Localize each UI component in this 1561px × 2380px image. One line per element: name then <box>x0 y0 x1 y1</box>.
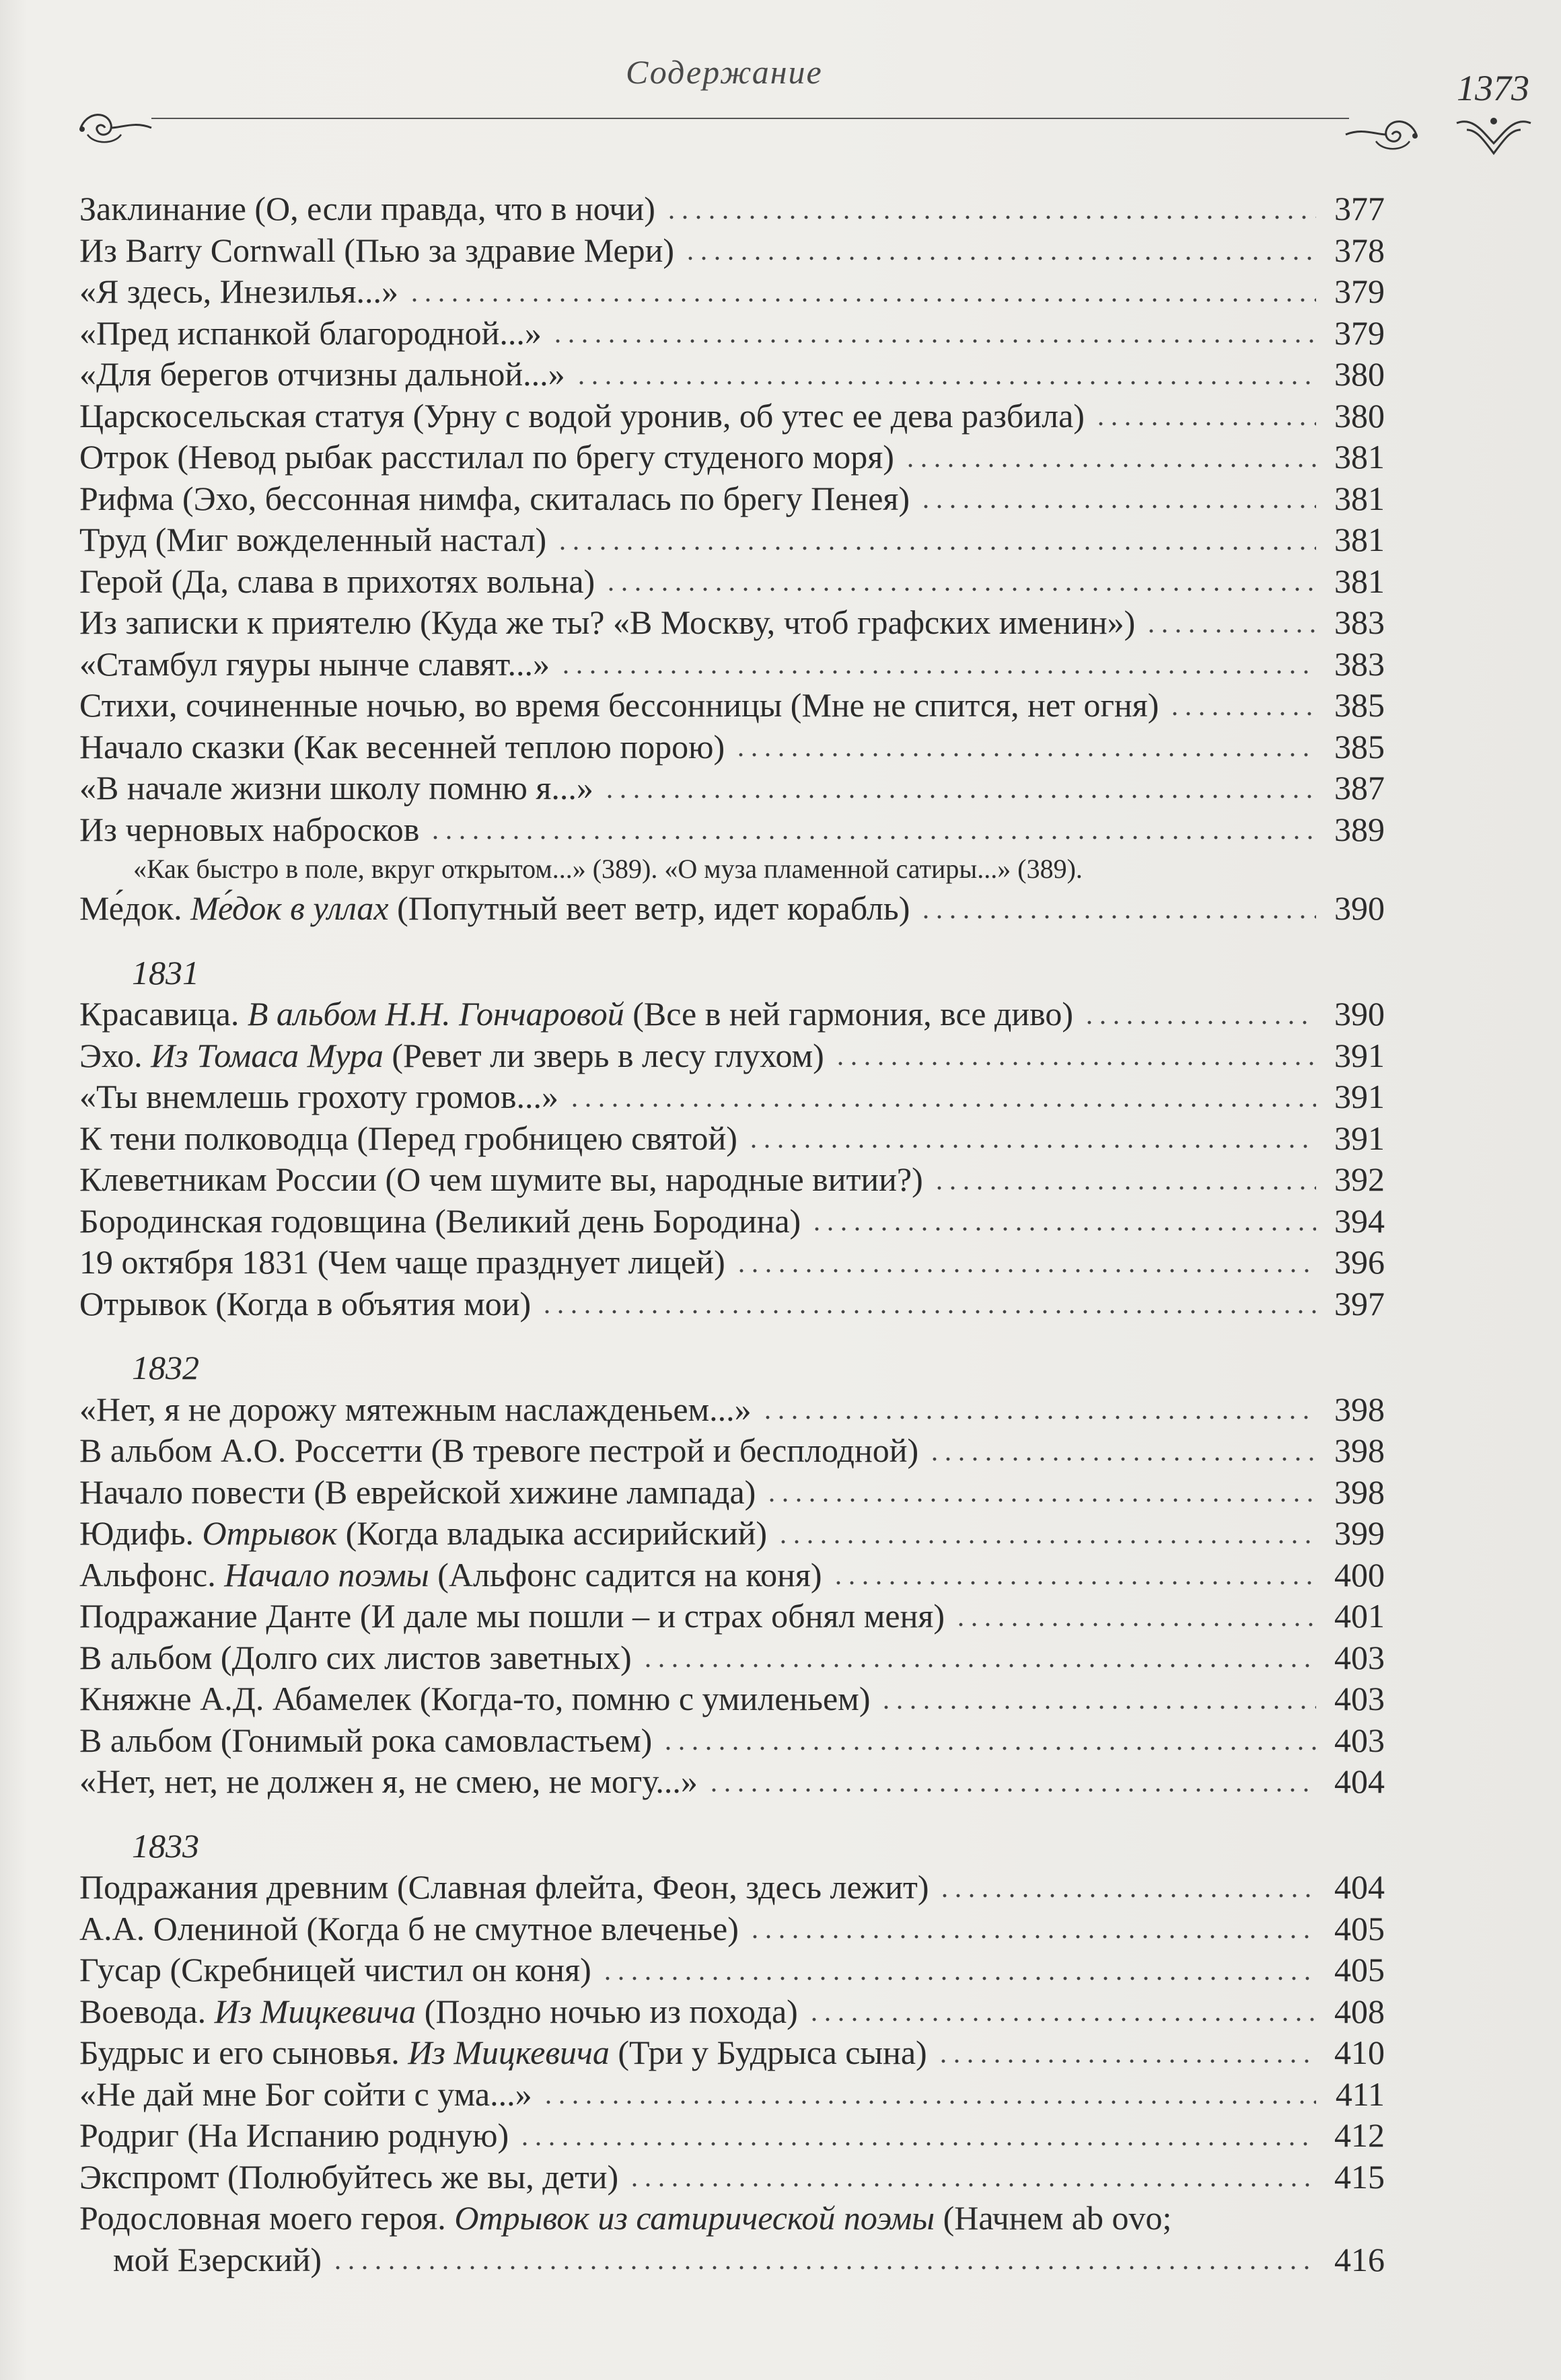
entry-title-text: Родриг (На Испанию родную) <box>79 2116 509 2154</box>
entry-title <box>79 602 1135 644</box>
entry-title-text: Отрывок (Когда в объятия мои) <box>79 1284 532 1323</box>
entry-title <box>79 1201 801 1242</box>
dot-leader <box>954 1621 1316 1628</box>
toc-entry[interactable] <box>79 768 1385 809</box>
entry-page-number: 390 <box>1334 889 1385 927</box>
toc-entry[interactable] <box>79 602 1385 644</box>
entry-page-number: 403 <box>1334 1721 1385 1759</box>
entry-page-number: 380 <box>1334 355 1385 393</box>
entry-title-text: Гусар (Скребницей чистил он коня) <box>79 1951 591 1988</box>
entry-title-text: В альбом А.О. Россетти (В тревоге пестрой и бесплодной) <box>79 1431 919 1469</box>
entry-title <box>79 354 565 396</box>
dot-leader <box>919 503 1316 510</box>
toc-entry[interactable] <box>79 313 1385 355</box>
entry-title <box>79 2157 618 2198</box>
toc-entry[interactable] <box>79 2074 1385 2116</box>
entry-title <box>79 271 398 313</box>
entry-page-number: 383 <box>1334 603 1385 641</box>
dot-leader <box>937 2058 1316 2065</box>
entry-page-number: 416 <box>1334 2240 1385 2278</box>
entry-title-text: В альбом (Гонимый рока самовластьем) <box>79 1721 653 1759</box>
entry-title <box>79 1284 531 1325</box>
toc-entry[interactable] <box>79 1389 1385 1431</box>
toc-entry[interactable] <box>79 2032 1385 2074</box>
entry-page-number: 381 <box>1334 479 1385 517</box>
entry-page-number: 404 <box>1334 1868 1385 1906</box>
entry-subtitle-italic: Из Мицкевича <box>214 1992 416 2030</box>
entry-page-number: 404 <box>1334 1762 1385 1800</box>
entry-title <box>79 1430 918 1472</box>
entry-first-line: (Попутный веет ветр, идет корабль) <box>388 889 910 927</box>
entry-first-line: (Начнем ab ovo; <box>935 2199 1172 2237</box>
entry-title <box>79 1242 725 1284</box>
entry-title <box>79 313 542 355</box>
dot-leader <box>331 2264 1316 2271</box>
dot-leader <box>735 1267 1316 1274</box>
dot-leader <box>603 793 1316 800</box>
dot-leader <box>604 586 1316 593</box>
entry-title <box>79 1118 737 1160</box>
entry-title <box>79 644 550 685</box>
dot-leader <box>628 2182 1316 2188</box>
entry-title <box>79 1678 870 1720</box>
entry-first-line: (Три у Будрыса сына) <box>609 2034 927 2071</box>
dot-leader <box>665 214 1316 221</box>
entry-page-number: 389 <box>1334 810 1385 848</box>
scroll-ornament-right-icon <box>1342 114 1423 155</box>
entry-title-text: Подражания древним (Славная флейта, Феон, здесь лежит) <box>79 1868 929 1906</box>
entry-title-text: Из черновых набросков <box>79 810 420 848</box>
entry-page-number: 396 <box>1334 1243 1385 1281</box>
entry-title-text: Ме́док. <box>79 889 191 927</box>
entry-page-number: 415 <box>1334 2157 1385 2196</box>
entry-page-number: 385 <box>1334 727 1385 766</box>
entry-page-number: 391 <box>1334 1036 1385 1074</box>
entry-title-text: Заклинание (О, если правда, что в ночи) <box>79 190 655 227</box>
dot-leader <box>408 297 1316 303</box>
entry-title <box>79 2115 509 2157</box>
entry-title-text: «В начале жизни школу помню я...» <box>79 769 593 807</box>
dot-leader <box>1145 628 1316 634</box>
page-number: 1373 <box>1457 68 1529 108</box>
dot-leader <box>776 1538 1316 1545</box>
entry-title-text: Бородинская годовщина (Великий день Бородина) <box>79 1201 801 1240</box>
entry-title-text: Родословная моего героя. <box>79 2199 455 2237</box>
toc-entry[interactable] <box>79 1555 1385 1596</box>
entry-title-text: 19 октября 1831 (Чем чаще празднует лицей) <box>79 1243 725 1281</box>
entry-subtitle-italic: Ме́док в уллах <box>190 889 389 927</box>
entry-title-text: «Пред испанкой благородной...» <box>79 313 542 352</box>
toc-entry[interactable] <box>79 727 1385 768</box>
toc-entry[interactable] <box>79 561 1385 603</box>
entry-subtitle-italic: В альбом Н.Н. Гончаровой <box>247 995 624 1033</box>
entry-title-text: Экспромт (Полюбуйтесь же вы, дети) <box>79 2157 619 2196</box>
entry-title-text: Подражание Данте (И дале мы пошли – и страх обнял меня) <box>79 1597 945 1635</box>
dot-leader <box>575 379 1316 386</box>
entry-title-text: Клеветникам России (О чем шумите вы, народные витии?) <box>79 1160 923 1198</box>
dot-leader <box>556 545 1316 552</box>
entry-title <box>79 478 910 520</box>
dot-leader <box>904 462 1316 469</box>
toc-entry[interactable] <box>79 1242 1385 1284</box>
dot-leader <box>761 1414 1316 1421</box>
entry-page-number: 401 <box>1334 1597 1385 1635</box>
toc-entry[interactable] <box>79 1513 1385 1555</box>
toc-entry[interactable] <box>79 809 1385 851</box>
dot-leader <box>542 2099 1316 2106</box>
entry-subtitle-italic: Отрывок <box>202 1514 338 1552</box>
dot-leader <box>1094 420 1316 427</box>
entry-title-text: «Для берегов отчизны дальной...» <box>79 355 565 393</box>
entry-title <box>79 994 1073 1035</box>
entry-page-number: 381 <box>1334 438 1385 476</box>
toc-entry[interactable] <box>79 994 1385 1035</box>
toc-entry[interactable] <box>79 1949 1385 1991</box>
entry-title <box>79 1472 756 1514</box>
entry-title <box>79 1596 945 1637</box>
dot-leader <box>661 1745 1316 1752</box>
entry-title-text: Царскосельская статуя (Урну с водой уронив, об утес ее дева разбила) <box>79 396 1085 435</box>
entry-page-number: 390 <box>1334 995 1385 1033</box>
entry-page-number: 398 <box>1334 1431 1385 1469</box>
toc-entry[interactable] <box>79 1761 1385 1803</box>
entry-page-number: 411 <box>1335 2075 1385 2113</box>
entry-title <box>79 727 725 768</box>
entry-title <box>79 1159 923 1201</box>
entry-page-number: 381 <box>1334 562 1385 600</box>
toc-entry[interactable] <box>79 1867 1385 1908</box>
dot-leader <box>429 834 1316 841</box>
entry-page-number: 379 <box>1334 272 1385 310</box>
entry-title-text: Княжне А.Д. Абамелек (Когда-то, помню с умиленьем) <box>79 1680 871 1717</box>
toc-entry[interactable] <box>79 1284 1385 1325</box>
entry-title <box>79 1555 822 1596</box>
header-rule <box>151 118 1349 119</box>
entry-page-number: 403 <box>1334 1638 1385 1676</box>
toc-entry[interactable] <box>79 1908 1385 1950</box>
entry-title <box>79 437 894 478</box>
toc-entry[interactable] <box>79 2157 1385 2198</box>
entry-page-number: 398 <box>1334 1473 1385 1511</box>
toc-entry[interactable] <box>79 230 1385 272</box>
toc-entry[interactable] <box>79 396 1385 437</box>
entry-title-text: Воевода. <box>79 1992 215 2030</box>
entry-page-number: 391 <box>1334 1078 1385 1115</box>
dot-leader <box>810 1226 1316 1232</box>
toc-entry[interactable] <box>79 644 1385 685</box>
toc-entry-continuation[interactable] <box>79 2239 1385 2281</box>
dot-leader <box>707 1787 1316 1793</box>
entry-title-text: Альфонс. <box>79 1555 225 1594</box>
toc-entry[interactable] <box>79 437 1385 478</box>
entry-subtitle-italic: Из Томаса Мура <box>151 1036 384 1074</box>
dot-leader <box>568 1102 1316 1109</box>
dot-leader <box>641 1662 1316 1669</box>
dot-leader <box>1083 1019 1316 1026</box>
entry-title <box>79 1035 824 1077</box>
entry-page-number: 397 <box>1334 1284 1385 1323</box>
toc-entry[interactable] <box>79 2198 1385 2239</box>
entry-title <box>79 1513 767 1555</box>
entry-title-text: Рифма (Эхо, бессонная нимфа, скиталась по брегу Пенея) <box>79 479 910 517</box>
toc-entry[interactable] <box>79 1430 1385 1472</box>
entry-sub-items: «Как быстро в поле, вкруг открытом...» (389). «О муза пламенной сатиры...» (389). <box>133 854 1083 884</box>
toc-entry[interactable] <box>79 1035 1385 1077</box>
entry-title <box>79 1908 739 1950</box>
entry-title <box>79 1637 632 1679</box>
entry-first-line: (Ревет ли зверь в лесу глухом) <box>383 1036 824 1074</box>
toc-entry[interactable] <box>79 1637 1385 1679</box>
entry-page-number: 377 <box>1334 190 1385 227</box>
entry-title-text: «Нет, нет, не должен я, не смею, не могу...» <box>79 1762 698 1800</box>
entry-title <box>79 1389 752 1431</box>
entry-title-text: «Ты внемлешь грохоту громов...» <box>79 1078 558 1115</box>
entry-page-number: 400 <box>1334 1555 1385 1594</box>
entry-first-line: (Все в ней гармония, все диво) <box>624 995 1074 1033</box>
entry-title <box>79 188 655 230</box>
entry-first-line: (Когда владыка ассирийский) <box>337 1514 768 1552</box>
entry-first-line-cont: мой Езерский) <box>113 2240 322 2278</box>
entry-title <box>79 888 910 930</box>
entry-title <box>79 2074 532 2116</box>
entry-page-number: 403 <box>1334 1680 1385 1717</box>
entry-page-number: 379 <box>1334 313 1385 352</box>
entry-title <box>79 1991 798 2033</box>
entry-title-text: «Я здесь, Инезилья...» <box>79 272 398 310</box>
dot-leader <box>1168 710 1316 717</box>
entry-title-text: Труд (Миг вожделенный настал) <box>79 521 547 558</box>
entry-title-text: Герой (Да, слава в прихотях вольна) <box>79 562 595 600</box>
dot-leader <box>551 338 1316 344</box>
toc-entry[interactable] <box>79 271 1385 313</box>
entry-title-text: Начало сказки (Как весенней теплою порою) <box>79 727 725 766</box>
dot-leader <box>834 1060 1316 1067</box>
toc-entry[interactable] <box>79 1720 1385 1762</box>
entry-title-text: Стихи, сочиненные ночью, во время бессонницы (Мне не спится, нет огня) <box>79 686 1159 724</box>
dot-leader <box>540 1308 1316 1315</box>
entry-title <box>79 561 595 603</box>
entry-title-text: Красавица. <box>79 995 248 1033</box>
dot-leader <box>928 1456 1316 1462</box>
year-heading: 1832 <box>132 1349 199 1386</box>
dot-leader <box>559 669 1316 675</box>
entry-title-text: Из записки к приятелю (Куда же ты? «В Москву, чтоб графских именин») <box>79 603 1136 641</box>
toc-entry[interactable] <box>79 1678 1385 1720</box>
entry-title <box>79 519 546 561</box>
dot-leader <box>601 1975 1316 1982</box>
toc-entry[interactable] <box>79 478 1385 520</box>
toc-entry[interactable] <box>79 1076 1385 1118</box>
entry-title-text: «Не дай мне Бог сойти с ума...» <box>79 2075 532 2113</box>
entry-page-number: 408 <box>1334 1992 1385 2030</box>
scroll-ornament-left-icon <box>74 108 155 148</box>
entry-page-number: 385 <box>1334 686 1385 724</box>
entry-subtitle-italic: Отрывок из сатирической поэмы <box>454 2199 935 2237</box>
entry-title-text: Отрок (Невод рыбак расстилал по брегу студеного моря) <box>79 438 894 476</box>
entry-title <box>79 396 1085 437</box>
entry-page-number: 398 <box>1334 1390 1385 1428</box>
toc-entry[interactable] <box>79 1991 1385 2033</box>
dot-leader <box>684 255 1316 262</box>
dot-leader <box>748 1933 1316 1940</box>
entry-title-text: Начало повести (В еврейской хижине лампада) <box>79 1473 756 1511</box>
entry-title <box>79 768 593 809</box>
entry-page-number: 405 <box>1334 1909 1385 1947</box>
toc-entry[interactable] <box>79 685 1385 727</box>
entry-title-text: В альбом (Долго сих листов заветных) <box>79 1638 632 1676</box>
entry-title <box>79 1867 929 1908</box>
entry-page-number: 380 <box>1334 396 1385 435</box>
entry-title <box>79 809 419 851</box>
entry-title-text: Эхо. <box>79 1036 151 1074</box>
toc-entry[interactable] <box>79 1201 1385 1242</box>
entry-title-text: Из Barry Cornwall (Пью за здравие Мери) <box>79 231 675 269</box>
toc-entry[interactable] <box>79 888 1385 930</box>
entry-page-number: 394 <box>1334 1201 1385 1240</box>
entry-page-number: 387 <box>1334 769 1385 807</box>
scroll-ornament-far-icon <box>1453 113 1534 160</box>
entry-title <box>79 230 674 272</box>
entry-title <box>79 2032 927 2074</box>
entry-page-number: 412 <box>1334 2116 1385 2154</box>
entry-page-number: 391 <box>1334 1119 1385 1157</box>
entry-title <box>79 685 1159 727</box>
entry-page-number: 383 <box>1334 644 1385 683</box>
entry-title <box>79 1761 698 1803</box>
dot-leader <box>938 1892 1316 1899</box>
entry-page-number: 381 <box>1334 521 1385 558</box>
toc-entry[interactable] <box>79 1159 1385 1201</box>
year-heading: 1833 <box>132 1826 199 1865</box>
entry-page-number: 405 <box>1334 1951 1385 1988</box>
toc-entry[interactable] <box>79 1472 1385 1514</box>
dot-leader <box>518 2141 1316 2147</box>
entry-title <box>79 1720 652 1762</box>
entry-page-number: 378 <box>1334 231 1385 269</box>
entry-page-number: 399 <box>1334 1514 1385 1552</box>
entry-title <box>79 1076 558 1118</box>
toc-entry[interactable] <box>79 2115 1385 2157</box>
dot-leader <box>734 751 1316 758</box>
dot-leader <box>832 1579 1316 1586</box>
dot-leader <box>747 1143 1316 1150</box>
toc-entry[interactable] <box>79 519 1385 561</box>
dot-leader <box>919 914 1316 920</box>
toc-entry[interactable] <box>79 188 1385 230</box>
dot-leader <box>879 1704 1316 1711</box>
year-heading: 1831 <box>132 953 199 992</box>
dot-leader <box>933 1185 1316 1191</box>
running-head: Содержание <box>626 53 823 91</box>
entry-page-number: 392 <box>1334 1160 1385 1198</box>
entry-title-text: «Нет, я не дорожу мятежным наслажденьем...» <box>79 1390 752 1428</box>
toc-entry[interactable] <box>79 354 1385 396</box>
dot-leader <box>765 1497 1316 1503</box>
entry-title-text: Будрыс и его сыновья. <box>79 2034 408 2071</box>
toc-entry[interactable] <box>79 1118 1385 1160</box>
entry-title-text: Юдифь. <box>79 1514 203 1552</box>
entry-title-text: А.А. Олениной (Когда б не смутное влеченье) <box>79 1909 739 1947</box>
entry-first-line: (Поздно ночью из похода) <box>416 1992 798 2030</box>
dot-leader <box>807 2016 1316 2023</box>
entry-page-number: 410 <box>1334 2034 1385 2071</box>
entry-title-text: К тени полководца (Перед гробницею святой) <box>79 1119 737 1157</box>
toc-entry[interactable] <box>79 1596 1385 1637</box>
table-of-contents <box>79 188 1385 2280</box>
entry-title-text: «Стамбул гяуры нынче славят...» <box>79 644 550 683</box>
entry-subtitle-italic: Начало поэмы <box>224 1555 429 1594</box>
entry-subtitle-italic: Из Мицкевича <box>408 2034 610 2071</box>
entry-first-line: (Альфонс садится на коня) <box>429 1555 822 1594</box>
entry-title <box>79 1949 591 1991</box>
